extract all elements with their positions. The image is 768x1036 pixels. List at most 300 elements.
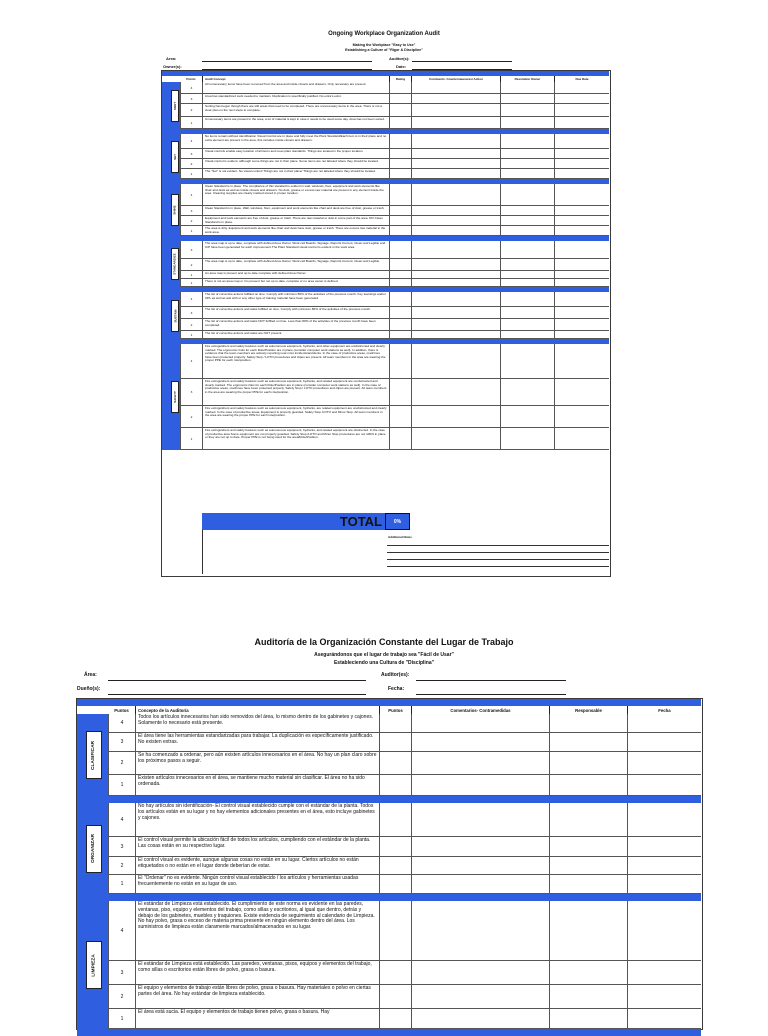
rating-cell[interactable] [379, 857, 411, 874]
points-cell: 1 [108, 775, 135, 795]
due-date-cell[interactable] [627, 775, 701, 795]
table-row [180, 331, 609, 339]
owner-cell[interactable] [500, 331, 554, 338]
area-label-es: Área: [84, 672, 97, 678]
subtitle-es: Estableciendo una Cultura de "Disciplina" [333, 660, 435, 666]
due-date-cell[interactable] [554, 82, 609, 93]
owner-cell[interactable] [500, 307, 554, 318]
concept-cell: The "Set" is not evident. No visual control/ Things are not in their place/ Things are not labeled where they should be located. [202, 169, 389, 178]
rating-cell[interactable] [379, 714, 411, 732]
comments-cell[interactable] [411, 184, 500, 205]
rating-cell[interactable] [379, 985, 411, 1008]
due-date-cell[interactable] [627, 961, 701, 984]
concept-cell: The list of corrective actions and tasks NOT fulfilled on time. Less than 80% of the activities of the previous month have been completed. [202, 319, 389, 330]
due-date-cell[interactable] [627, 985, 701, 1008]
comments-cell[interactable] [411, 1009, 549, 1028]
due-date-cell[interactable] [627, 1009, 701, 1028]
points-cell: 1 [180, 428, 202, 449]
notes-line[interactable] [387, 559, 609, 560]
rating-cell[interactable] [389, 331, 411, 338]
owner-cell[interactable] [500, 169, 554, 178]
section-tag-label: SUSTAIN [173, 309, 178, 322]
table-row [180, 134, 609, 149]
concept-cell: All unnecessary items have been removed from the area and inside closets and drawers. Only necessary are present. [202, 82, 389, 93]
table-row [180, 271, 609, 279]
points-cell: 2 [180, 159, 202, 168]
area-field[interactable] [202, 61, 372, 62]
rating-cell[interactable] [389, 82, 411, 93]
concept-cell: El área está sucia. El equipo y elementos de trabajo tienen polvo, grasa o basura. Hay [135, 1009, 379, 1028]
due-date-cell[interactable] [554, 379, 609, 405]
section-tag-label: STANDARDIZE [173, 253, 177, 275]
points-cell: 4 [108, 901, 135, 960]
due-date-cell[interactable] [554, 307, 609, 318]
owner-cell[interactable] [549, 961, 627, 984]
col-owner-es: Responsable [549, 706, 627, 714]
due-date-cell[interactable] [627, 857, 701, 874]
section-tag [171, 300, 179, 332]
comments-cell[interactable] [411, 875, 549, 893]
rating-cell[interactable] [389, 206, 411, 215]
owner-cell[interactable] [549, 775, 627, 795]
points-cell: 3 [180, 379, 202, 405]
concept-cell: El área tiene las herramientas estandarizadas para trabajar. La duplicación es específicamente justificado. No existen extras. [135, 733, 379, 751]
concept-cell: Equipment and work elements are free of dust, grease or trash. There are raw material or dust in some part of the area. NO Clean Standard is in place. [202, 216, 389, 225]
table-row [108, 775, 701, 796]
rating-cell[interactable] [389, 241, 411, 258]
points-cell: 1 [108, 875, 135, 893]
date-field-es[interactable] [416, 694, 566, 695]
page-title-es: Auditoría de la Organización Constante del Lugar de Trabajo [254, 637, 514, 647]
concept-cell: Visual control is evident, although some things are not in their place. Some items are not labeled where they should be located. [202, 159, 389, 168]
col-comments: Comments: Countermeasures/ Action [411, 76, 500, 82]
table-row [180, 319, 609, 331]
points-cell: 4 [180, 134, 202, 148]
owner-cell[interactable] [500, 292, 554, 306]
points-cell: 2 [180, 259, 202, 270]
table-row [180, 159, 609, 169]
due-date-cell[interactable] [554, 319, 609, 330]
comments-cell[interactable] [411, 259, 500, 270]
rating-cell[interactable] [389, 117, 411, 128]
owner-cell[interactable] [500, 216, 554, 225]
table-row [108, 837, 701, 857]
section-side [162, 134, 180, 179]
due-date-cell[interactable] [554, 104, 609, 116]
owner-cell[interactable] [500, 94, 554, 103]
comments-cell[interactable] [411, 271, 500, 278]
due-date-cell[interactable] [554, 149, 609, 158]
points-cell: 1 [180, 279, 202, 286]
owner-cell[interactable] [549, 733, 627, 751]
table-row [180, 226, 609, 236]
due-date-cell[interactable] [554, 292, 609, 306]
points-cell: 2 [180, 319, 202, 330]
concept-cell: El control visual es evidente, aunque algunas cosas no están en su lugar. Ciertos artículos no están etiquetados o no están en el lugar donde deberían de estar. [135, 857, 379, 874]
comments-cell[interactable] [411, 775, 549, 795]
table-row [180, 307, 609, 319]
section-tag-label: ORGANIZAR [91, 833, 97, 864]
comments-cell[interactable] [411, 331, 500, 338]
points-cell: 2 [180, 216, 202, 225]
owners-label: Owner(s): [163, 64, 182, 69]
section-tag-label: LIMPIEZA [91, 953, 97, 977]
concept-cell: El control visual permite la ubicación fácil de todos los artículos, cumpliendo con el estándar de la planta. Las cosas están en su respectivo lugar. [135, 837, 379, 856]
due-date-cell[interactable] [627, 901, 701, 960]
subtitle: Making the Workplace "Easy to Use" [352, 43, 416, 47]
points-cell: 1 [180, 117, 202, 128]
concept-cell: Fire extinguishers and safety features such as autonomous equipment, hydrants, and related equipment are unobstructed and clearly marked. The ergonomic risks for each Role/Position are in place (consider computer work stations as well). In the case of productive areas, machines have been protected properly. Safety Stop / LOTO procedures and clipes are present. All team members in the area are wearing the proper PPE for each role/position. [202, 379, 389, 405]
concept-cell: There is not an area map or it is present but not up to date, complete or no area owner is defined. [202, 279, 389, 286]
points-cell: 2 [180, 104, 202, 116]
section-side [162, 184, 180, 236]
owner-cell[interactable] [500, 159, 554, 168]
comments-cell[interactable] [411, 803, 549, 836]
rating-cell[interactable] [389, 406, 411, 427]
concept-cell: No hay artículos sin identificación- El control visual establecido cumple con el estándar de la planta. Todos los artículos están en su lugar y no hay elementos adicionales presentes en el área, esto incluye gabinetes y cajones. [135, 803, 379, 836]
table-row [180, 94, 609, 104]
table-row [108, 901, 701, 961]
due-date-cell[interactable] [554, 241, 609, 258]
subtitle: Establishing a Culture of "Rigor & Discipline" [345, 48, 423, 52]
concept-cell: Clean Standard is in place. Wall, windows, floor, equipment and work elements like chair and desk are free of dust, grease or trash. [202, 206, 389, 215]
concept-cell: Visual controls enable easy location of all items and meet plant standards. Things are located in the proper location. [202, 149, 389, 158]
owner-cell[interactable] [500, 184, 554, 205]
auditors-label: Auditor(s): [389, 56, 410, 61]
rating-cell[interactable] [389, 94, 411, 103]
area-field-es[interactable] [108, 680, 366, 681]
comments-cell[interactable] [411, 307, 500, 318]
owner-cell[interactable] [549, 1009, 627, 1028]
points-cell: 1 [180, 331, 202, 338]
points-cell: 2 [108, 752, 135, 774]
rating-cell[interactable] [389, 379, 411, 405]
table-row [108, 875, 701, 894]
owner-cell[interactable] [500, 406, 554, 427]
rating-cell[interactable] [389, 319, 411, 330]
rating-cell[interactable] [389, 271, 411, 278]
owner-cell[interactable] [500, 319, 554, 330]
points-cell: 2 [108, 857, 135, 874]
rating-cell[interactable] [389, 169, 411, 178]
due-date-cell[interactable] [627, 752, 701, 774]
owner-cell[interactable] [500, 279, 554, 286]
total-value: 0% [385, 513, 410, 530]
section-separator [77, 1029, 701, 1036]
section-tag [171, 141, 179, 173]
owner-cell[interactable] [500, 82, 554, 93]
section-side [77, 714, 108, 796]
comments-cell[interactable] [411, 837, 549, 856]
audit-section [77, 901, 701, 1029]
due-date-cell[interactable] [627, 837, 701, 856]
comments-cell[interactable] [411, 94, 500, 103]
concept-cell: Fire extinguishers and safety features such as autonomous equipment, hydrants, are related equipment are unobstructed and clearly marked. In the case of productive areas, Equipment is properly guarded. Safety Stop /LOTO and Minor Stop. All team members in the area are wearing the proper PPE for each role/position. [202, 406, 389, 427]
points-cell: 4 [180, 344, 202, 378]
concept-cell: Se ha comenzado a ordenar, pero aún existen artículos innecesarios en el área. No hay un plan claro sobre los próximos pasos a seguir. [135, 752, 379, 774]
due-date-cell[interactable] [627, 714, 701, 732]
rating-cell[interactable] [389, 226, 411, 235]
rating-cell[interactable] [379, 1009, 411, 1028]
table-row [180, 82, 609, 94]
concept-cell: Todos los artículos innecesarios han sido removidos del área, lo mismo dentro de los gabinetes y cajones. Solamente lo necesario está presente. [135, 714, 379, 732]
table-row [180, 279, 609, 287]
concept-cell: El estándar de Limpieza está establecido. Las paredes, ventanas, pisos, equipos y elementos del trabajo, como sillas o escritorios están libres de polvo, grasa o basura. [135, 961, 379, 984]
table-row [180, 117, 609, 129]
section-side [77, 803, 108, 894]
rating-cell[interactable] [389, 279, 411, 286]
due-date-cell[interactable] [554, 331, 609, 338]
due-date-cell[interactable] [554, 184, 609, 205]
owner-cell[interactable] [549, 901, 627, 960]
section-tag [86, 941, 102, 989]
points-cell: 4 [108, 803, 135, 836]
comments-cell[interactable] [411, 292, 500, 306]
owner-cell[interactable] [500, 104, 554, 116]
comments-cell[interactable] [411, 226, 500, 235]
concept-cell: El "Ordenar" no es evidente. Ningún control visual establecido / los artículos y herramientas usadas frecuentemente no están en su lugar de uso. [135, 875, 379, 893]
section-tag [171, 248, 179, 280]
comments-cell[interactable] [411, 149, 500, 158]
section-side [162, 82, 180, 129]
due-date-cell[interactable] [554, 428, 609, 449]
auditors-field-es[interactable] [416, 680, 566, 681]
due-date-cell[interactable] [554, 259, 609, 270]
table-row [180, 184, 609, 206]
comments-cell[interactable] [411, 279, 500, 286]
comments-cell[interactable] [411, 344, 500, 378]
table-row [108, 961, 701, 985]
col-rating-es: Puntos [379, 706, 411, 714]
section-tag-label: SET [173, 153, 177, 160]
due-date-cell[interactable] [554, 226, 609, 235]
due-date-cell[interactable] [627, 803, 701, 836]
comments-cell[interactable] [411, 104, 500, 116]
col-due-es: Fecha [627, 706, 701, 714]
rating-cell[interactable] [379, 775, 411, 795]
table-row [108, 1009, 701, 1029]
owner-cell[interactable] [549, 752, 627, 774]
col-due: Due Date [554, 76, 609, 82]
rating-cell[interactable] [389, 104, 411, 116]
audit-section [162, 184, 609, 236]
table-row [180, 241, 609, 259]
points-cell: 1 [180, 169, 202, 178]
comments-cell[interactable] [411, 319, 500, 330]
comments-cell[interactable] [411, 752, 549, 774]
notes-line[interactable] [387, 545, 609, 546]
table-row [180, 206, 609, 216]
due-date-cell[interactable] [554, 216, 609, 225]
owner-cell[interactable] [549, 714, 627, 732]
points-cell: 3 [180, 241, 202, 258]
due-date-cell[interactable] [554, 279, 609, 286]
additional-notes-label: Additional Notes [388, 535, 412, 539]
audit-section [162, 241, 609, 287]
concept-cell: Sorting has begun though there are still areas that need to be completed. There are unnecessary items in the area. There is not a clear plan on the next steps to complete. [202, 104, 389, 116]
comments-cell[interactable] [411, 733, 549, 751]
owner-cell[interactable] [549, 803, 627, 836]
rating-cell[interactable] [389, 134, 411, 148]
owner-cell[interactable] [500, 117, 554, 128]
section-side [162, 241, 180, 287]
table-row [180, 344, 609, 379]
comments-cell[interactable] [411, 714, 549, 732]
table-row [180, 428, 609, 450]
owner-cell[interactable] [549, 985, 627, 1008]
points-cell: 4 [108, 714, 135, 732]
comments-cell[interactable] [411, 117, 500, 128]
concept-cell: An area map is present and up to date complete with defined Area Owner. [202, 271, 389, 278]
due-date-cell[interactable] [554, 206, 609, 215]
owner-cell[interactable] [500, 226, 554, 235]
rating-cell[interactable] [379, 733, 411, 751]
total-label: TOTAL [202, 513, 385, 530]
points-cell: 3 [180, 94, 202, 103]
owner-cell[interactable] [500, 428, 554, 449]
owner-cell[interactable] [549, 837, 627, 856]
comments-cell[interactable] [411, 901, 549, 960]
rating-cell[interactable] [389, 216, 411, 225]
points-cell: 3 [180, 149, 202, 158]
owners-label-es: Dueño(s): [77, 686, 101, 692]
section-tag [171, 381, 179, 413]
date-label: Date: [396, 64, 407, 69]
rating-cell[interactable] [389, 428, 411, 449]
due-date-cell[interactable] [554, 94, 609, 103]
owner-cell[interactable] [500, 134, 554, 148]
concept-cell: El estándar de Limpieza está establecido. El cumplimiento de este norma es evidente en las paredes, ventanas, piso, equipo y elementos del trabajo, como sillas y escritorios, al igual que dentro, detrás y debajo de los gabinetes, muebles y traquiones. Existe evidencia de seguimiento al calendario de Limpieza. No hay polvo, grasa o exceso de materia prima presente en ningún elemento dentro del área. Los suministros de limpieza están claramente marcados/almacenados en su lugar. [135, 901, 379, 960]
due-date-cell[interactable] [554, 117, 609, 128]
points-cell: 4 [180, 82, 202, 93]
notes-line[interactable] [387, 566, 609, 567]
col-comments-es: Comentarios- Contramedidas [411, 706, 549, 714]
section-tag [171, 194, 179, 226]
comments-cell[interactable] [411, 134, 500, 148]
rating-cell[interactable] [379, 837, 411, 856]
comments-cell[interactable] [411, 82, 500, 93]
section-separator [77, 796, 701, 803]
due-date-cell[interactable] [627, 733, 701, 751]
table-row [108, 985, 701, 1009]
owner-cell[interactable] [500, 344, 554, 378]
comments-cell[interactable] [411, 159, 500, 168]
audit-section [77, 803, 701, 894]
notes-line[interactable] [387, 552, 609, 553]
comments-cell[interactable] [411, 428, 500, 449]
concept-cell: El equipo y elementos de trabajo están libres de polvo, grasa o basura. Hay materiales o polvo en ciertas partes del área. No hay estándar de limpieza establecido. [135, 985, 379, 1008]
comments-cell[interactable] [411, 985, 549, 1008]
due-date-cell[interactable] [554, 134, 609, 148]
owner-cell[interactable] [549, 875, 627, 893]
points-cell: 4 [180, 184, 202, 205]
owner-cell[interactable] [500, 259, 554, 270]
section-separator [77, 894, 701, 901]
col-concept: Audit Concept [202, 76, 389, 82]
section-side [162, 292, 180, 339]
comments-cell[interactable] [411, 241, 500, 258]
rating-cell[interactable] [389, 159, 411, 168]
concept-cell: Existen artículos innecesarios en el área, se mantiene mucho material sin clasificar. El área no ha sido ordenada. [135, 775, 379, 795]
col-points: Points [186, 77, 196, 81]
comments-cell[interactable] [411, 169, 500, 178]
table-row [180, 169, 609, 179]
rating-cell[interactable] [389, 344, 411, 378]
concept-cell: The area map is up to date, complete with defined Area Owner. Work cell Boards, Signage, Reports Current, Clean and Legible and C/P have been generated for each improvement.The Plant Standard visual control is evident in the work area. [202, 241, 389, 258]
due-date-cell[interactable] [554, 159, 609, 168]
rating-cell[interactable] [389, 292, 411, 306]
due-date-cell[interactable] [554, 169, 609, 178]
due-date-cell[interactable] [554, 406, 609, 427]
section-tag [86, 825, 102, 873]
owner-cell[interactable] [500, 379, 554, 405]
page-title: Ongoing Workplace Organization Audit [328, 31, 440, 37]
points-cell: 3 [180, 307, 202, 318]
comments-cell[interactable] [411, 216, 500, 225]
concept-cell: Area has standardized tools needed to maintain. Duplication is specifically justified. No extra's exist. [202, 94, 389, 103]
rating-cell[interactable] [389, 259, 411, 270]
concept-cell: No items remain without identification Visual Control are in place and fully meet the Plant Standard/Each item is in their place and no extra element are present in the area, this includes inside closets and drawers. [202, 134, 389, 148]
points-cell: 2 [108, 985, 135, 1008]
audit-section [77, 714, 701, 796]
section-tag-label: SORT [173, 101, 177, 110]
points-cell: 3 [108, 733, 135, 751]
due-date-cell[interactable] [554, 271, 609, 278]
col-points-es: Puntos [114, 707, 129, 713]
points-cell: 3 [180, 206, 202, 215]
due-date-cell[interactable] [627, 875, 701, 893]
comments-cell[interactable] [411, 406, 500, 427]
table-row [180, 292, 609, 307]
owners-field-es[interactable] [108, 694, 366, 695]
rating-cell[interactable] [389, 149, 411, 158]
rating-cell[interactable] [379, 803, 411, 836]
rating-cell[interactable] [389, 184, 411, 205]
rating-cell[interactable] [379, 752, 411, 774]
owner-cell[interactable] [500, 206, 554, 215]
audit-section [162, 134, 609, 179]
rating-cell[interactable] [389, 307, 411, 318]
section-tag-label: CLASIFICAR [91, 740, 97, 770]
points-cell: 1 [108, 1009, 135, 1028]
section-tag [171, 90, 179, 122]
points-cell: 3 [108, 961, 135, 984]
concept-cell: The list of corrective actions fulfilled on time. Comply with minimum 80% of the activities of the previous month. Key learnings and/or OPL as well as ask with or any other type of training material have been generated. [202, 292, 389, 306]
due-date-cell[interactable] [554, 344, 609, 378]
comments-cell[interactable] [411, 961, 549, 984]
audit-section [162, 82, 609, 129]
points-cell: 2 [180, 406, 202, 427]
owner-cell[interactable] [500, 271, 554, 278]
owner-cell[interactable] [549, 857, 627, 874]
points-cell: 4 [180, 292, 202, 306]
comments-cell[interactable] [411, 857, 549, 874]
concept-cell: The area map is up to date, complete with defined Area Owner. Work cell Boards, Signage, Reports Current, Clean and Legible. [202, 259, 389, 270]
concept-cell: Clean Standard is in place. The compliance of this standard is evident in wall, windows, floor, equipment and work elements like chair and desk as well as inside closets and drawers. No dust, grease or excess raw material are present in any element inside the area. Cleaning supplies are clearly marked stored in proper location. [202, 184, 389, 205]
section-tag [86, 731, 102, 779]
comments-cell[interactable] [411, 379, 500, 405]
points-cell: 1 [180, 226, 202, 235]
rating-cell[interactable] [379, 875, 411, 893]
rating-cell[interactable] [379, 961, 411, 984]
concept-cell: Fire extinguishers and safety features such as autonomous equipment, hydrants, and related equipment are obstructed. In the case of productive area Some equipment are not properly guarded. Safety Stop /LOTO and Minor Stop procedures are not 100% in place or they are not up to date. Proper PPE is not being used for the area/Role/Position. [202, 428, 389, 449]
auditors-field[interactable] [412, 61, 512, 62]
owner-cell[interactable] [500, 149, 554, 158]
owner-cell[interactable] [500, 241, 554, 258]
comments-cell[interactable] [411, 206, 500, 215]
rating-cell[interactable] [379, 901, 411, 960]
subtitle-es: Asegurándonos que el lugar de trabajo sea "Fácil de Usar" [314, 652, 454, 658]
